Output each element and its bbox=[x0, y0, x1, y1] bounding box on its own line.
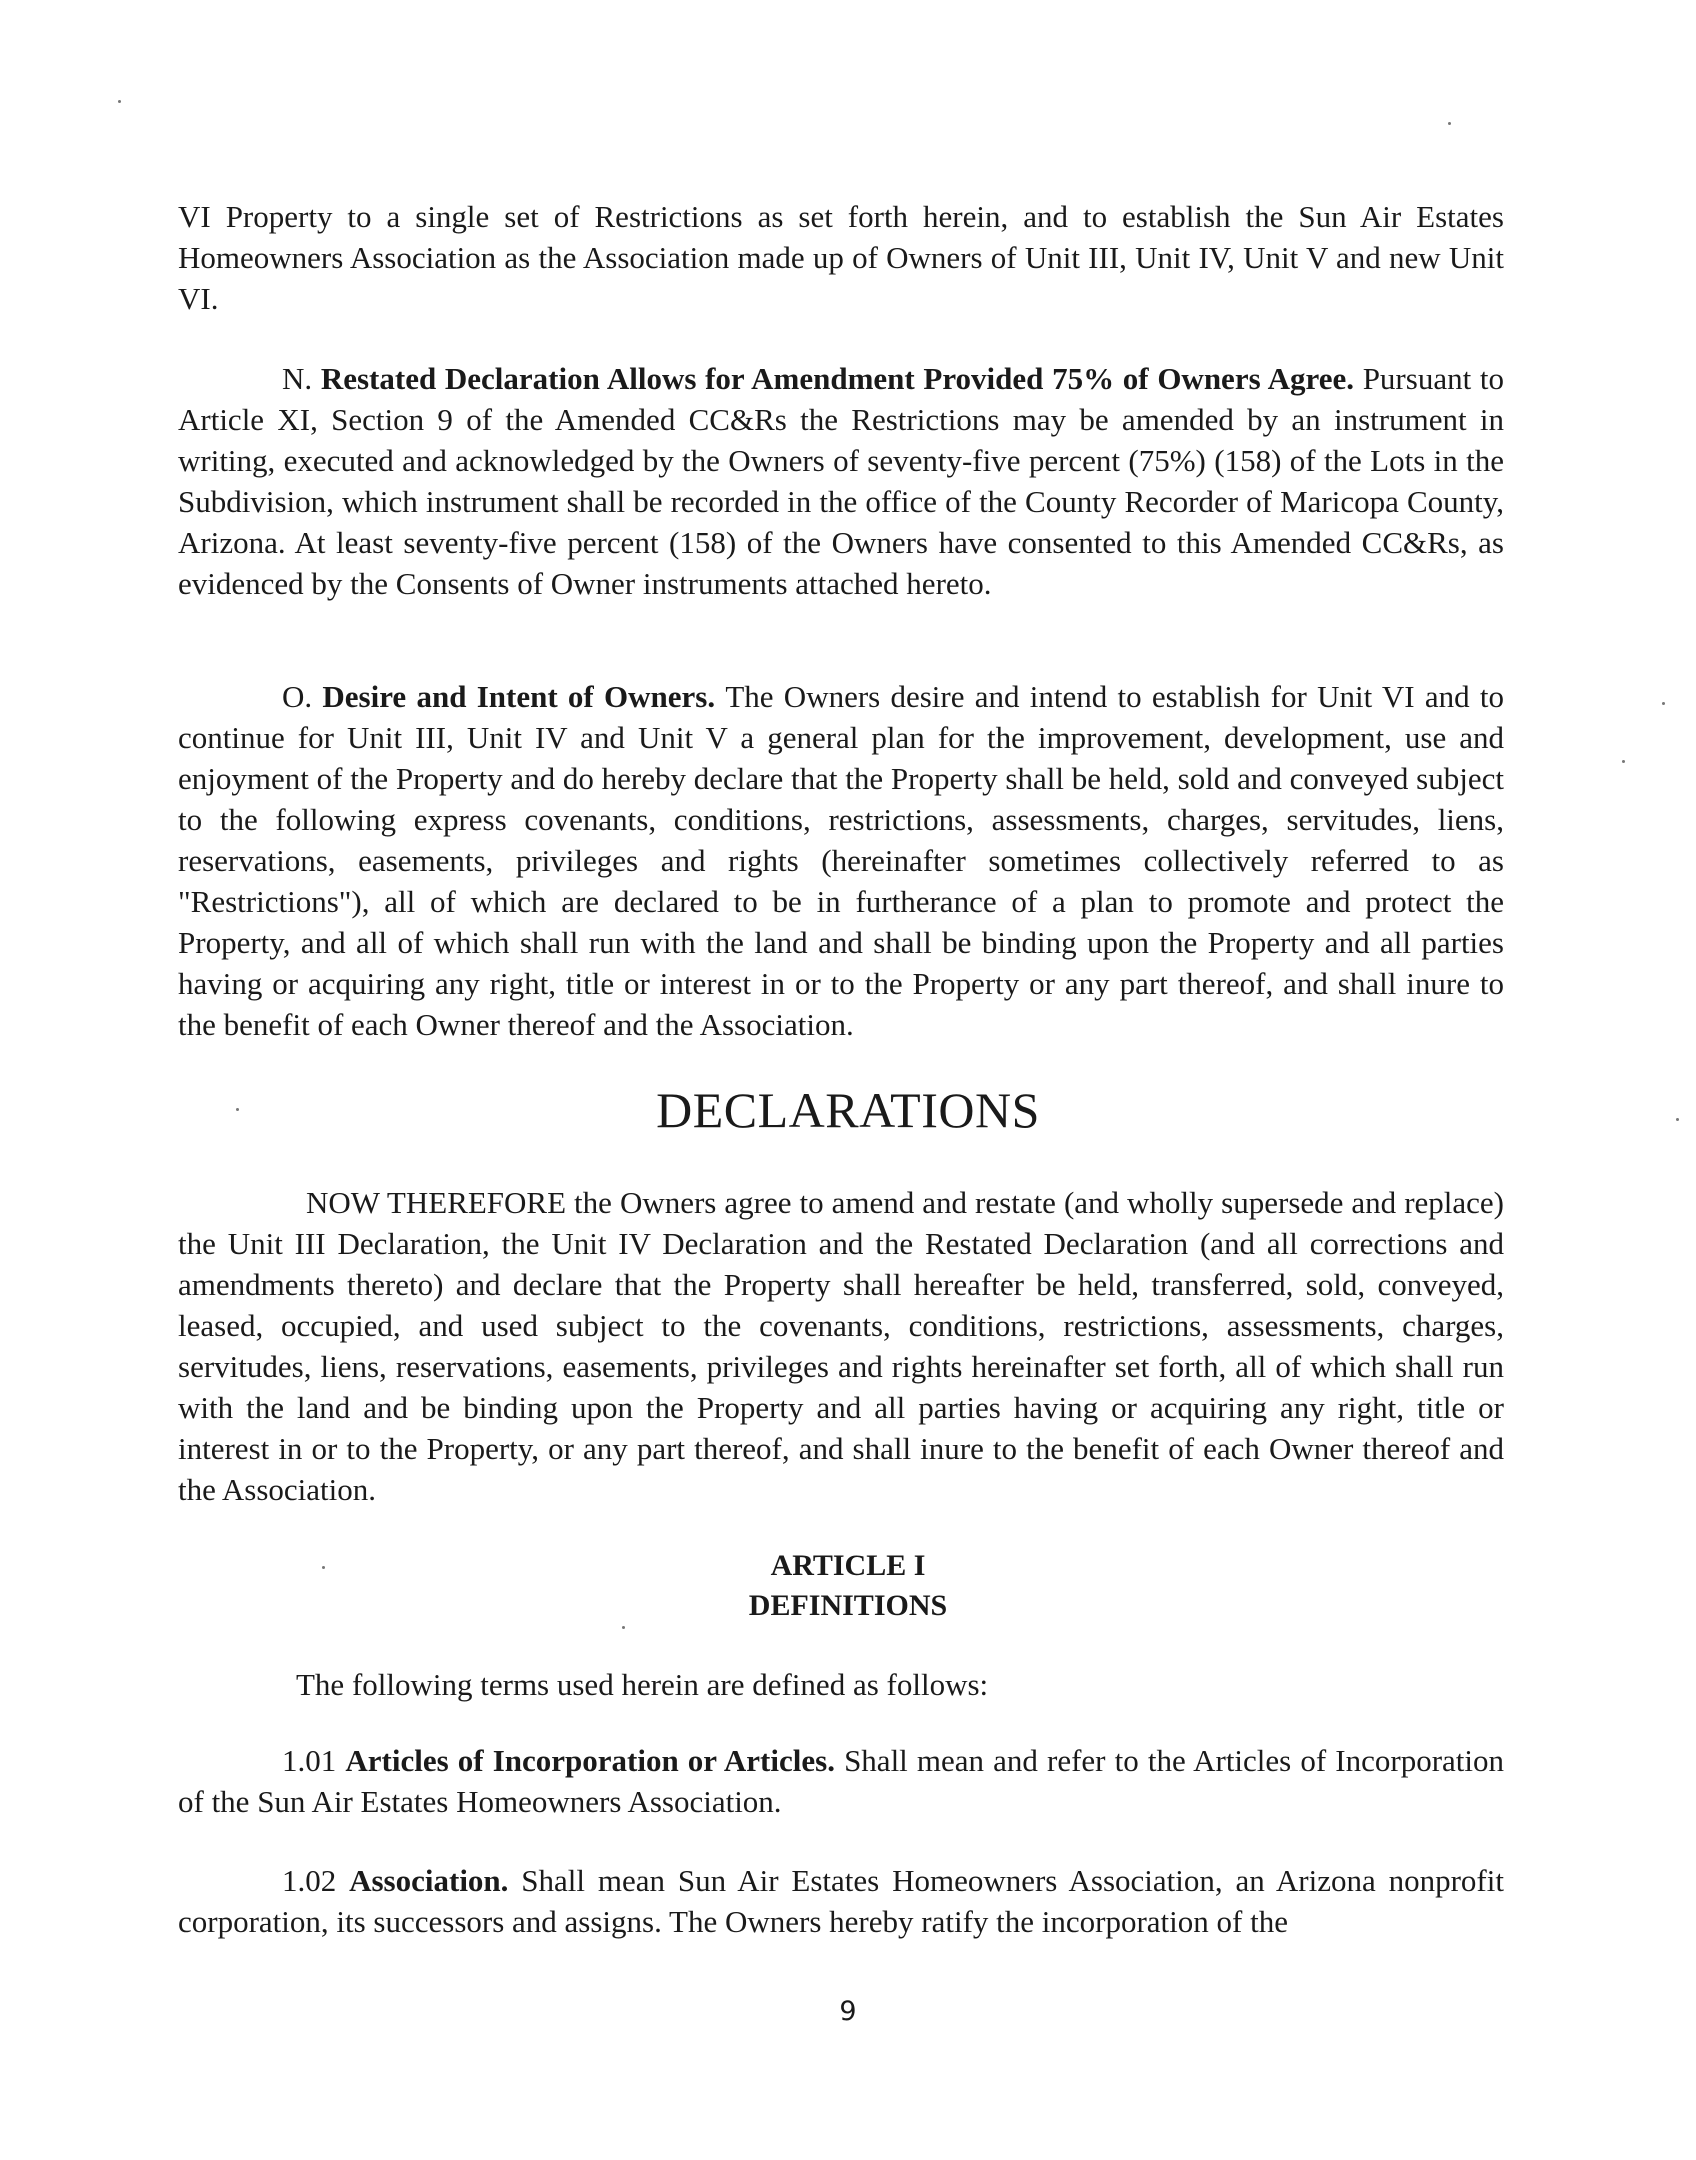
definition-1-02 bbox=[178, 1860, 1504, 1942]
scan-speck bbox=[1622, 760, 1625, 763]
now-therefore-paragraph: NOW THEREFORE the Owners agree to amend and restate (and wholly supersede and replace) the Unit III Declaration, the Unit IV Declaration and the Restated Declaration (and all corrections and amendments thereto) and declare that the Property shall hereafter be held, transferred, sold, conveyed, leased, occupied, and used subject to the covenants, conditions, restrictions, assessments, charges, servitudes, liens, reservations, easements, privileges and rights hereinafter set forth, all of which shall run with the land and be binding upon the Property and all parties having or acquiring any right, title or interest in or to the Property, or any part thereof, and shall inure to the benefit of each Owner thereof and the Association. bbox=[178, 1185, 1504, 1507]
declarations-heading: DECLARATIONS bbox=[656, 1082, 1040, 1138]
section-o-title: Desire and Intent of Owners. bbox=[322, 679, 726, 714]
definition-1-01-number: 1.01 bbox=[282, 1743, 346, 1778]
intro-paragraph: VI Property to a single set of Restrictions as set forth herein, and to establish the Sun Air Estates Homeowners Association as the Association made up of Owners of Unit III, Unit IV, Unit V and new Unit VI. bbox=[178, 199, 1504, 316]
section-n-title: Restated Declaration Allows for Amendment Provided 75% of Owners Agree. bbox=[320, 361, 1363, 396]
article-heading: ARTICLE I bbox=[770, 1549, 926, 1582]
section-o-paragraph bbox=[178, 676, 1504, 1045]
definition-1-01-body: Shall mean and refer to the Articles of Incorporation of the Sun Air Estates Homeowners Association. bbox=[178, 1743, 1505, 1819]
definition-1-01 bbox=[178, 1740, 1504, 1822]
scan-speck bbox=[622, 1626, 625, 1629]
scan-speck bbox=[236, 1108, 239, 1111]
scan-speck bbox=[1448, 122, 1451, 125]
scan-speck bbox=[1676, 1118, 1679, 1121]
definition-1-01-term: Articles of Incorporation or Articles. bbox=[345, 1743, 845, 1778]
definition-1-02-term: Association. bbox=[349, 1863, 522, 1898]
section-o-label: O. bbox=[282, 679, 323, 714]
section-n-body: Pursuant to Article XI, Section 9 of the Amended CC&Rs the Restrictions may be amended by an instrument in writing, executed and acknowledged by the Owners of seventy-five percent (75%) (158) of the Lots in the Subdivision, which instrument shall be recorded in the office of the County Recorder of Maricopa County, Arizona. At least seventy-five percent (158) of the Owners have consented to this Amended CC&Rs, as evidenced by the Consents of Owner instruments attached hereto. bbox=[178, 361, 1504, 601]
scan-speck bbox=[118, 100, 121, 103]
page-number: 9 bbox=[839, 1996, 857, 2027]
definition-1-02-number: 1.02 bbox=[282, 1863, 350, 1898]
section-n-paragraph bbox=[178, 358, 1504, 604]
scan-speck bbox=[1662, 702, 1665, 705]
definitions-intro: The following terms used herein are defined as follows: bbox=[296, 1667, 989, 1702]
article-subheading: DEFINITIONS bbox=[748, 1589, 948, 1622]
section-o-body: The Owners desire and intend to establish for Unit VI and to continue for Unit III, Unit IV and Unit V a general plan for the improvement, development, use and enjoyment of the Property and do hereby declare that the Property shall be held, sold and conveyed subject to the following express covenants, conditions, restrictions, assessments, charges, servitudes, liens, reservations, easements, privileges and rights (hereinafter sometimes collectively referred to as "Restrictions"), all of which are declared to be in furtherance of a plan to promote and protect the Property, and all of which shall run with the land and shall be binding upon the Property and all parties having or acquiring any right, title or interest in or to the Property or any part thereof, and shall inure to the benefit of each Owner thereof and the Association. bbox=[178, 679, 1504, 1042]
section-n-label: N. bbox=[282, 361, 321, 396]
definition-1-02-body: Shall mean Sun Air Estates Homeowners Association, an Arizona nonprofit corporation, its successors and assigns. The Owners hereby ratify the incorporation of the bbox=[178, 1863, 1504, 1939]
scan-speck bbox=[322, 1566, 325, 1569]
